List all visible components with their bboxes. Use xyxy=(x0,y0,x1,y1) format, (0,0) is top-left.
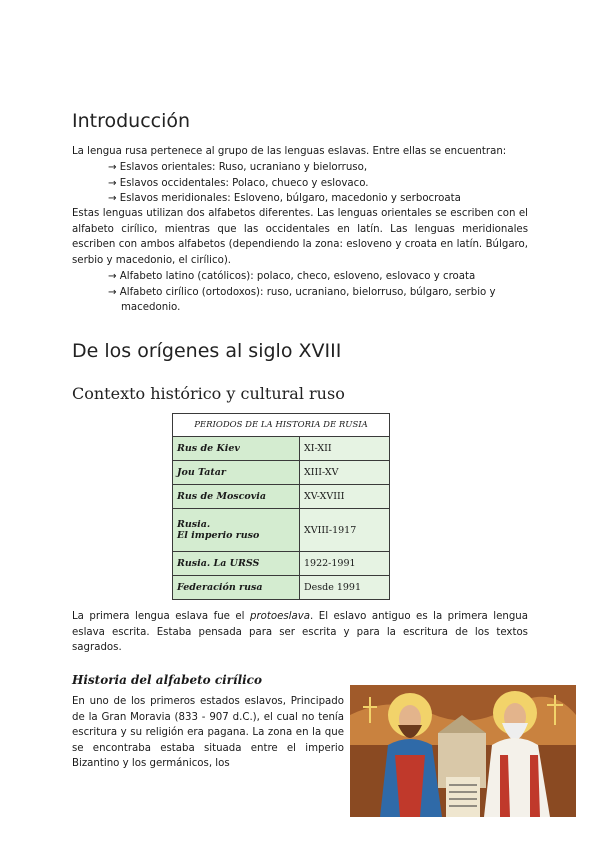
list-item: → Alfabeto latino (católicos): polaco, checo, esloveno, eslovaco y croata xyxy=(108,271,476,282)
cyril-methodius-icon-image xyxy=(350,685,576,817)
table-row xyxy=(173,552,390,576)
slavic-groups-list xyxy=(108,160,461,207)
period-dates: XVIII-1917 xyxy=(300,509,390,552)
protoeslavo-paragraph xyxy=(72,609,528,656)
table-header: PERIODOS DE LA HISTORIA DE RUSIA xyxy=(173,414,390,437)
period-dates: XV-XVIII xyxy=(300,485,390,509)
text-run: . El eslavo antiguo es la primera lengua eslava escrita. Estaba pensada para ser escrita y para la escritura de los textos sagrados. xyxy=(72,611,528,654)
moravia-paragraph: En uno de los primeros estados eslavos, Principado de la Gran Moravia (833 - 907 d.C.), el cual no tenía escritura y su religión era pagana. La zona en la que se encontraba estaba situada entre el imperio Bizantino y los germánicos, los xyxy=(72,696,344,770)
table-row xyxy=(173,461,390,485)
table-row xyxy=(173,576,390,600)
period-name: Rusia. La URSS xyxy=(173,552,300,576)
heading-historia-alfabeto: Historia del alfabeto cirílico xyxy=(72,673,262,687)
text-run: La primera lengua eslava fue el xyxy=(72,611,250,622)
icon-stole-left xyxy=(395,755,425,817)
period-dates: Desde 1991 xyxy=(300,576,390,600)
period-dates: XI-XII xyxy=(300,437,390,461)
period-dates: 1922-1991 xyxy=(300,552,390,576)
period-name: Rus de Moscovia xyxy=(173,485,300,509)
list-item: → Alfabeto cirílico (ortodoxos): ruso, ucraniano, bielorruso, búlgaro, serbio y macedonio. xyxy=(108,286,496,314)
intro-paragraph-2: Estas lenguas utilizan dos alfabetos diferentes. Las lenguas orientales se escriben con el alfabeto cirílico, mientras que las occidentales en latín. Las lenguas meridionales escriben con ambos alfabetos (dependiendo la zona: esloveno y croata en latín. Búlgaro, serbio y macedonio, el cirílico). xyxy=(72,208,528,266)
period-name: Jou Tatar xyxy=(173,461,300,485)
period-name-line-2: El imperio ruso xyxy=(177,530,260,541)
icon-scroll xyxy=(446,777,480,817)
heading-introduccion: Introducción xyxy=(72,110,191,132)
period-name: Federación rusa xyxy=(173,576,300,600)
table-row xyxy=(173,437,390,461)
periods-table xyxy=(172,413,390,600)
table-row xyxy=(173,509,390,552)
list-item: → Eslavos meridionales: Esloveno, búlgaro, macedonio y serbocroata xyxy=(108,193,461,205)
alphabets-list xyxy=(108,269,528,316)
table-row xyxy=(173,485,390,509)
heading-contexto: Contexto histórico y cultural ruso xyxy=(72,384,345,403)
list-item: → Eslavos occidentales: Polaco, chueco y eslovaco. xyxy=(108,177,369,189)
period-name-line-1: Rusia. xyxy=(177,519,211,530)
intro-paragraph-1: La lengua rusa pertenece al grupo de las lenguas eslavas. Entre ellas se encuentran: xyxy=(72,146,507,157)
period-name: Rus de Kiev xyxy=(173,437,300,461)
list-item: → Eslavos orientales: Ruso, ucraniano y bielorruso, xyxy=(108,162,368,173)
period-dates: XIII-XV xyxy=(300,461,390,485)
italic-term: protoeslava xyxy=(249,611,311,622)
period-name xyxy=(173,509,300,552)
heading-origenes: De los orígenes al siglo XVIII xyxy=(72,340,342,362)
